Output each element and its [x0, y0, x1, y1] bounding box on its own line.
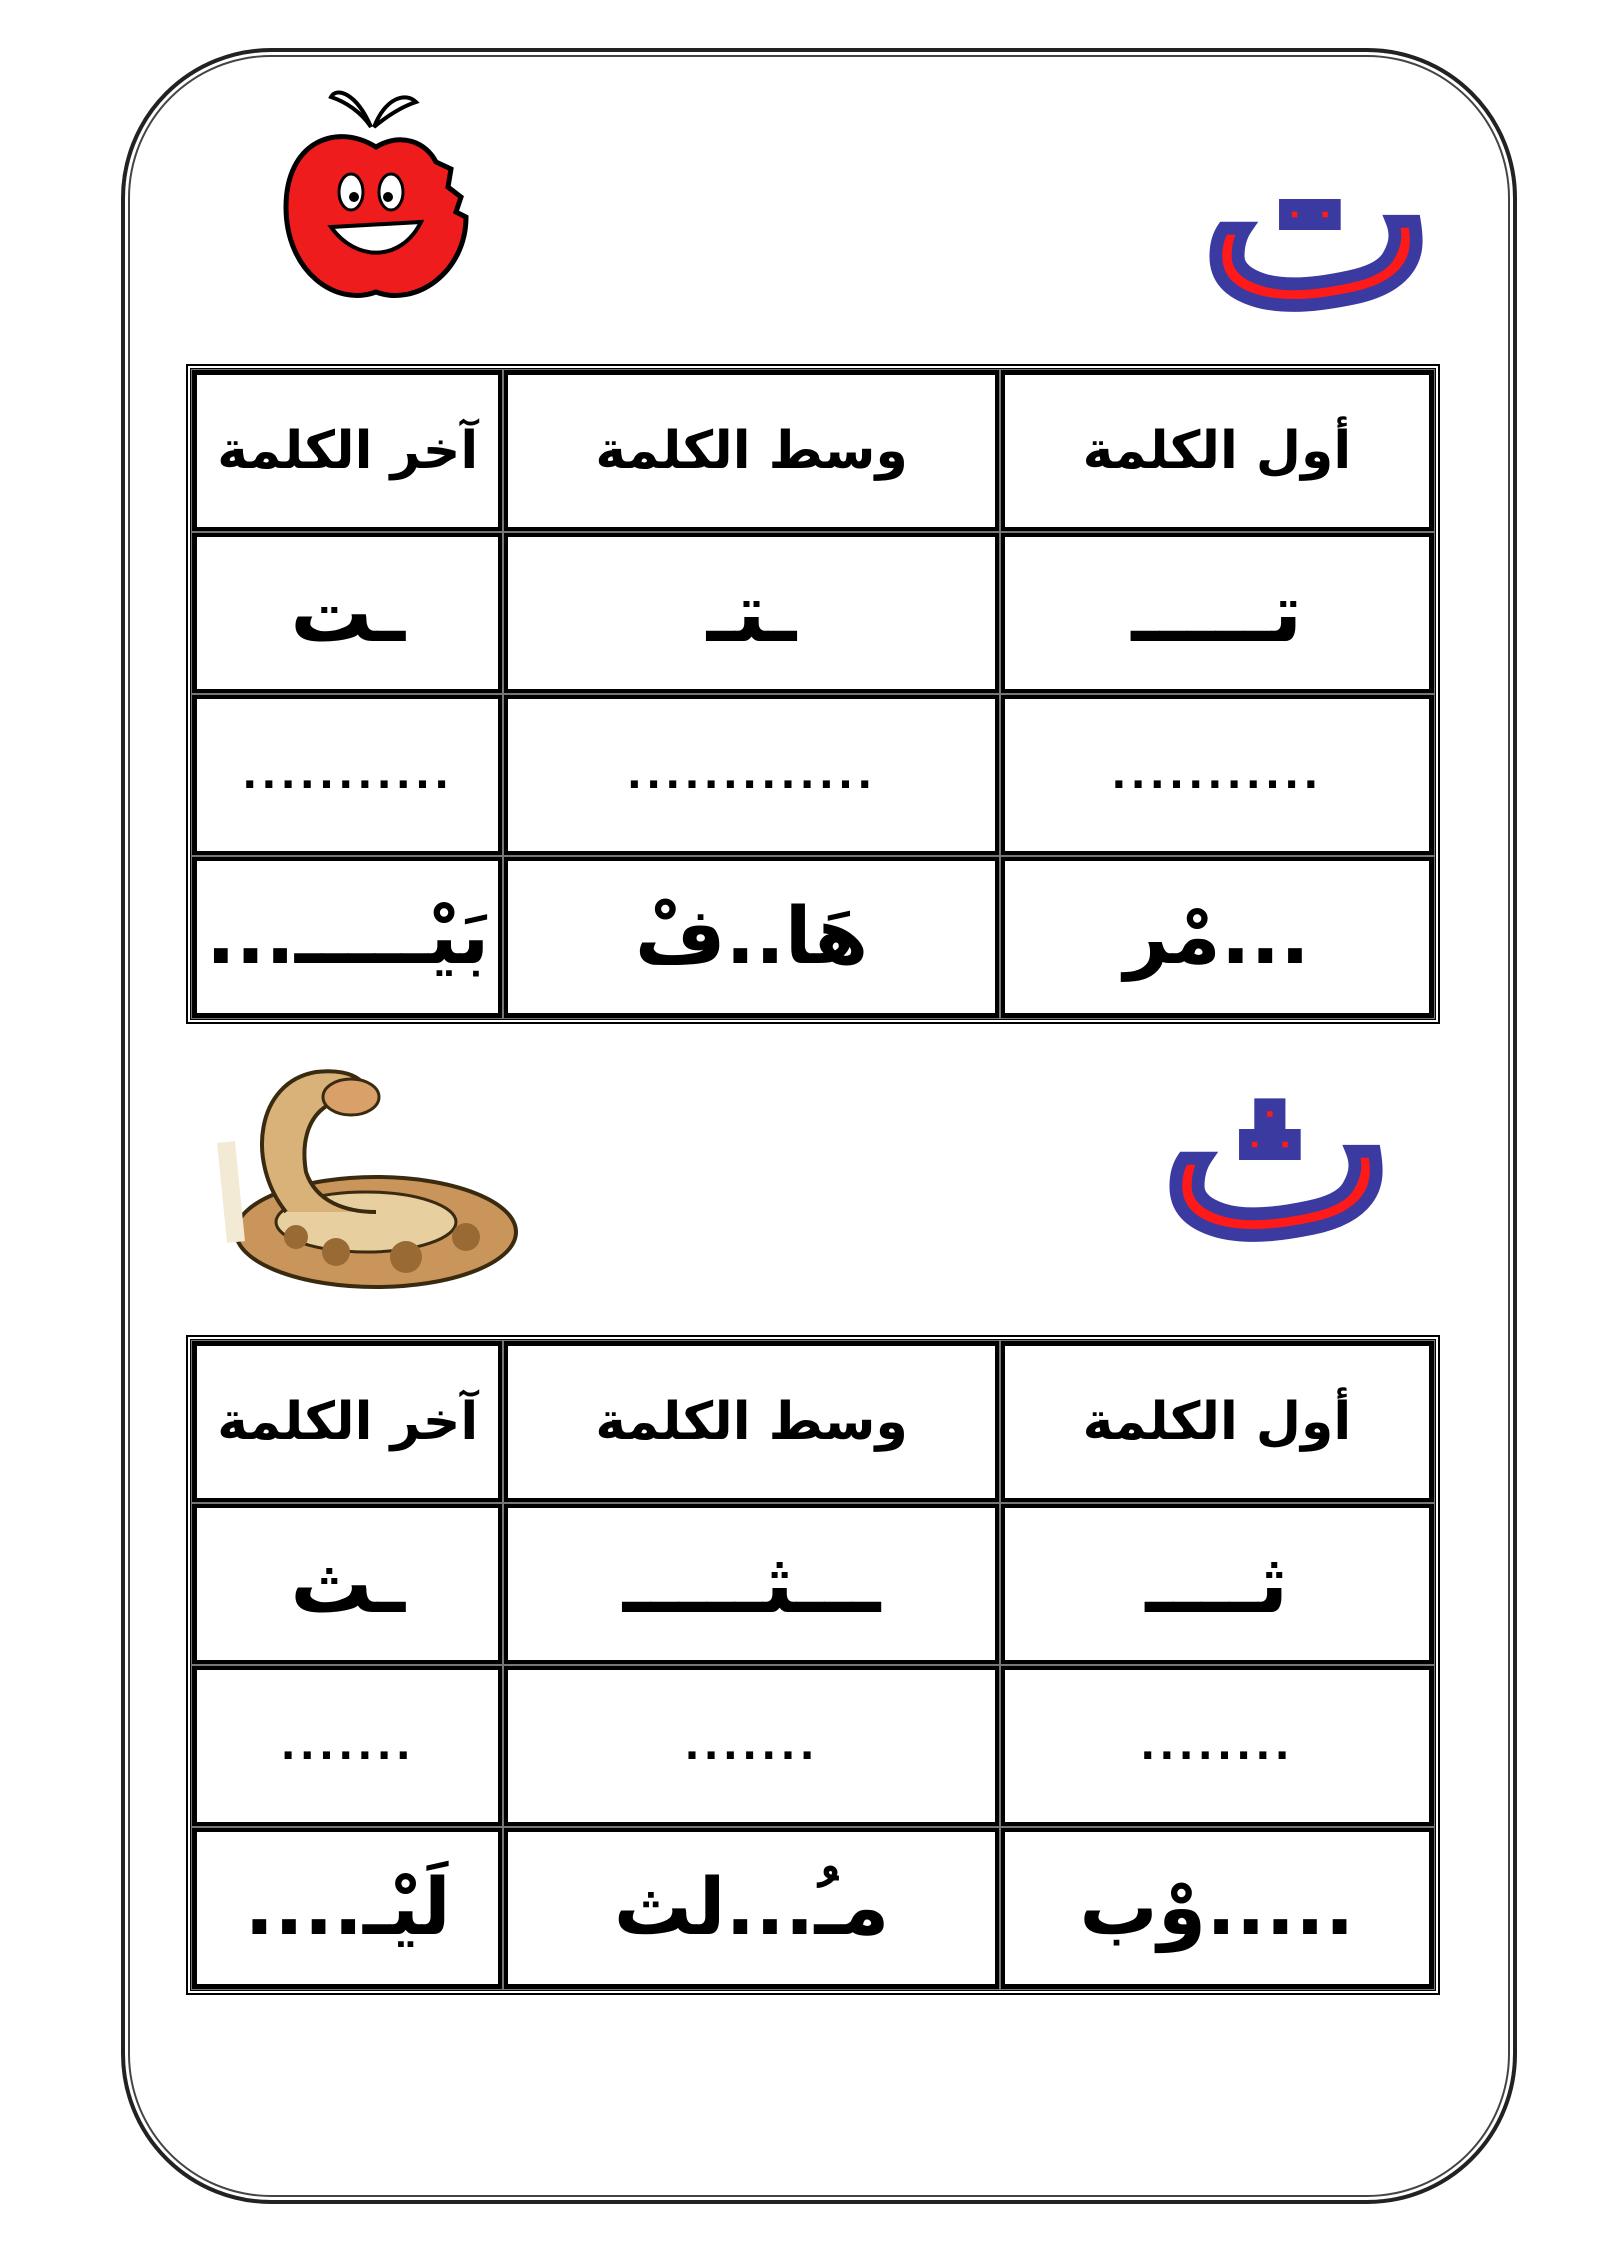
blank-beginning[interactable]: ...........	[1000, 694, 1434, 856]
worksheet-table-tha	[186, 1335, 1440, 1995]
form-beginning: ثــــ	[1000, 1503, 1434, 1665]
word-beginning[interactable]: .....وْب	[1000, 1827, 1434, 1989]
header-middle: وسط الكلمة	[503, 370, 999, 532]
table-row	[192, 1503, 1434, 1665]
table-row	[192, 1827, 1434, 1989]
header-end: آخر الكلمة	[192, 1341, 503, 1503]
blank-end[interactable]: .......	[192, 1665, 503, 1827]
form-end: ـت	[192, 532, 503, 694]
header-beginning: أول الكلمة	[1000, 1341, 1434, 1503]
word-end[interactable]: لَيْـ....	[192, 1827, 503, 1989]
apple-icon	[276, 87, 486, 317]
word-middle[interactable]: هَا..فْ	[503, 856, 999, 1018]
worksheet-table-ta	[186, 364, 1440, 1024]
table-row	[192, 370, 1434, 532]
letter-tha: ث	[1160, 998, 1396, 1292]
form-middle: ـــثـــــ	[503, 1503, 999, 1665]
table-row	[192, 1341, 1434, 1503]
blank-middle[interactable]: .............	[503, 694, 999, 856]
form-middle: ـتـ	[503, 532, 999, 694]
header-beginning: أول الكلمة	[1000, 370, 1434, 532]
word-end[interactable]: بَيْـــــ...	[192, 856, 503, 1018]
table-row	[192, 694, 1434, 856]
table-row	[192, 532, 1434, 694]
blank-end[interactable]: ...........	[192, 694, 503, 856]
table-row	[192, 856, 1434, 1018]
header-middle: وسط الكلمة	[503, 1341, 999, 1503]
form-end: ـث	[192, 1503, 503, 1665]
snake-icon	[186, 1062, 526, 1297]
word-middle[interactable]: مـُ...لث	[503, 1827, 999, 1989]
blank-middle[interactable]: .......	[503, 1665, 999, 1827]
form-beginning: تـــــ	[1000, 532, 1434, 694]
header-end: آخر الكلمة	[192, 370, 503, 532]
blank-beginning[interactable]: ........	[1000, 1665, 1434, 1827]
table-row	[192, 1665, 1434, 1827]
letter-ta: ت	[1200, 68, 1436, 362]
word-beginning[interactable]: ...مْر	[1000, 856, 1434, 1018]
